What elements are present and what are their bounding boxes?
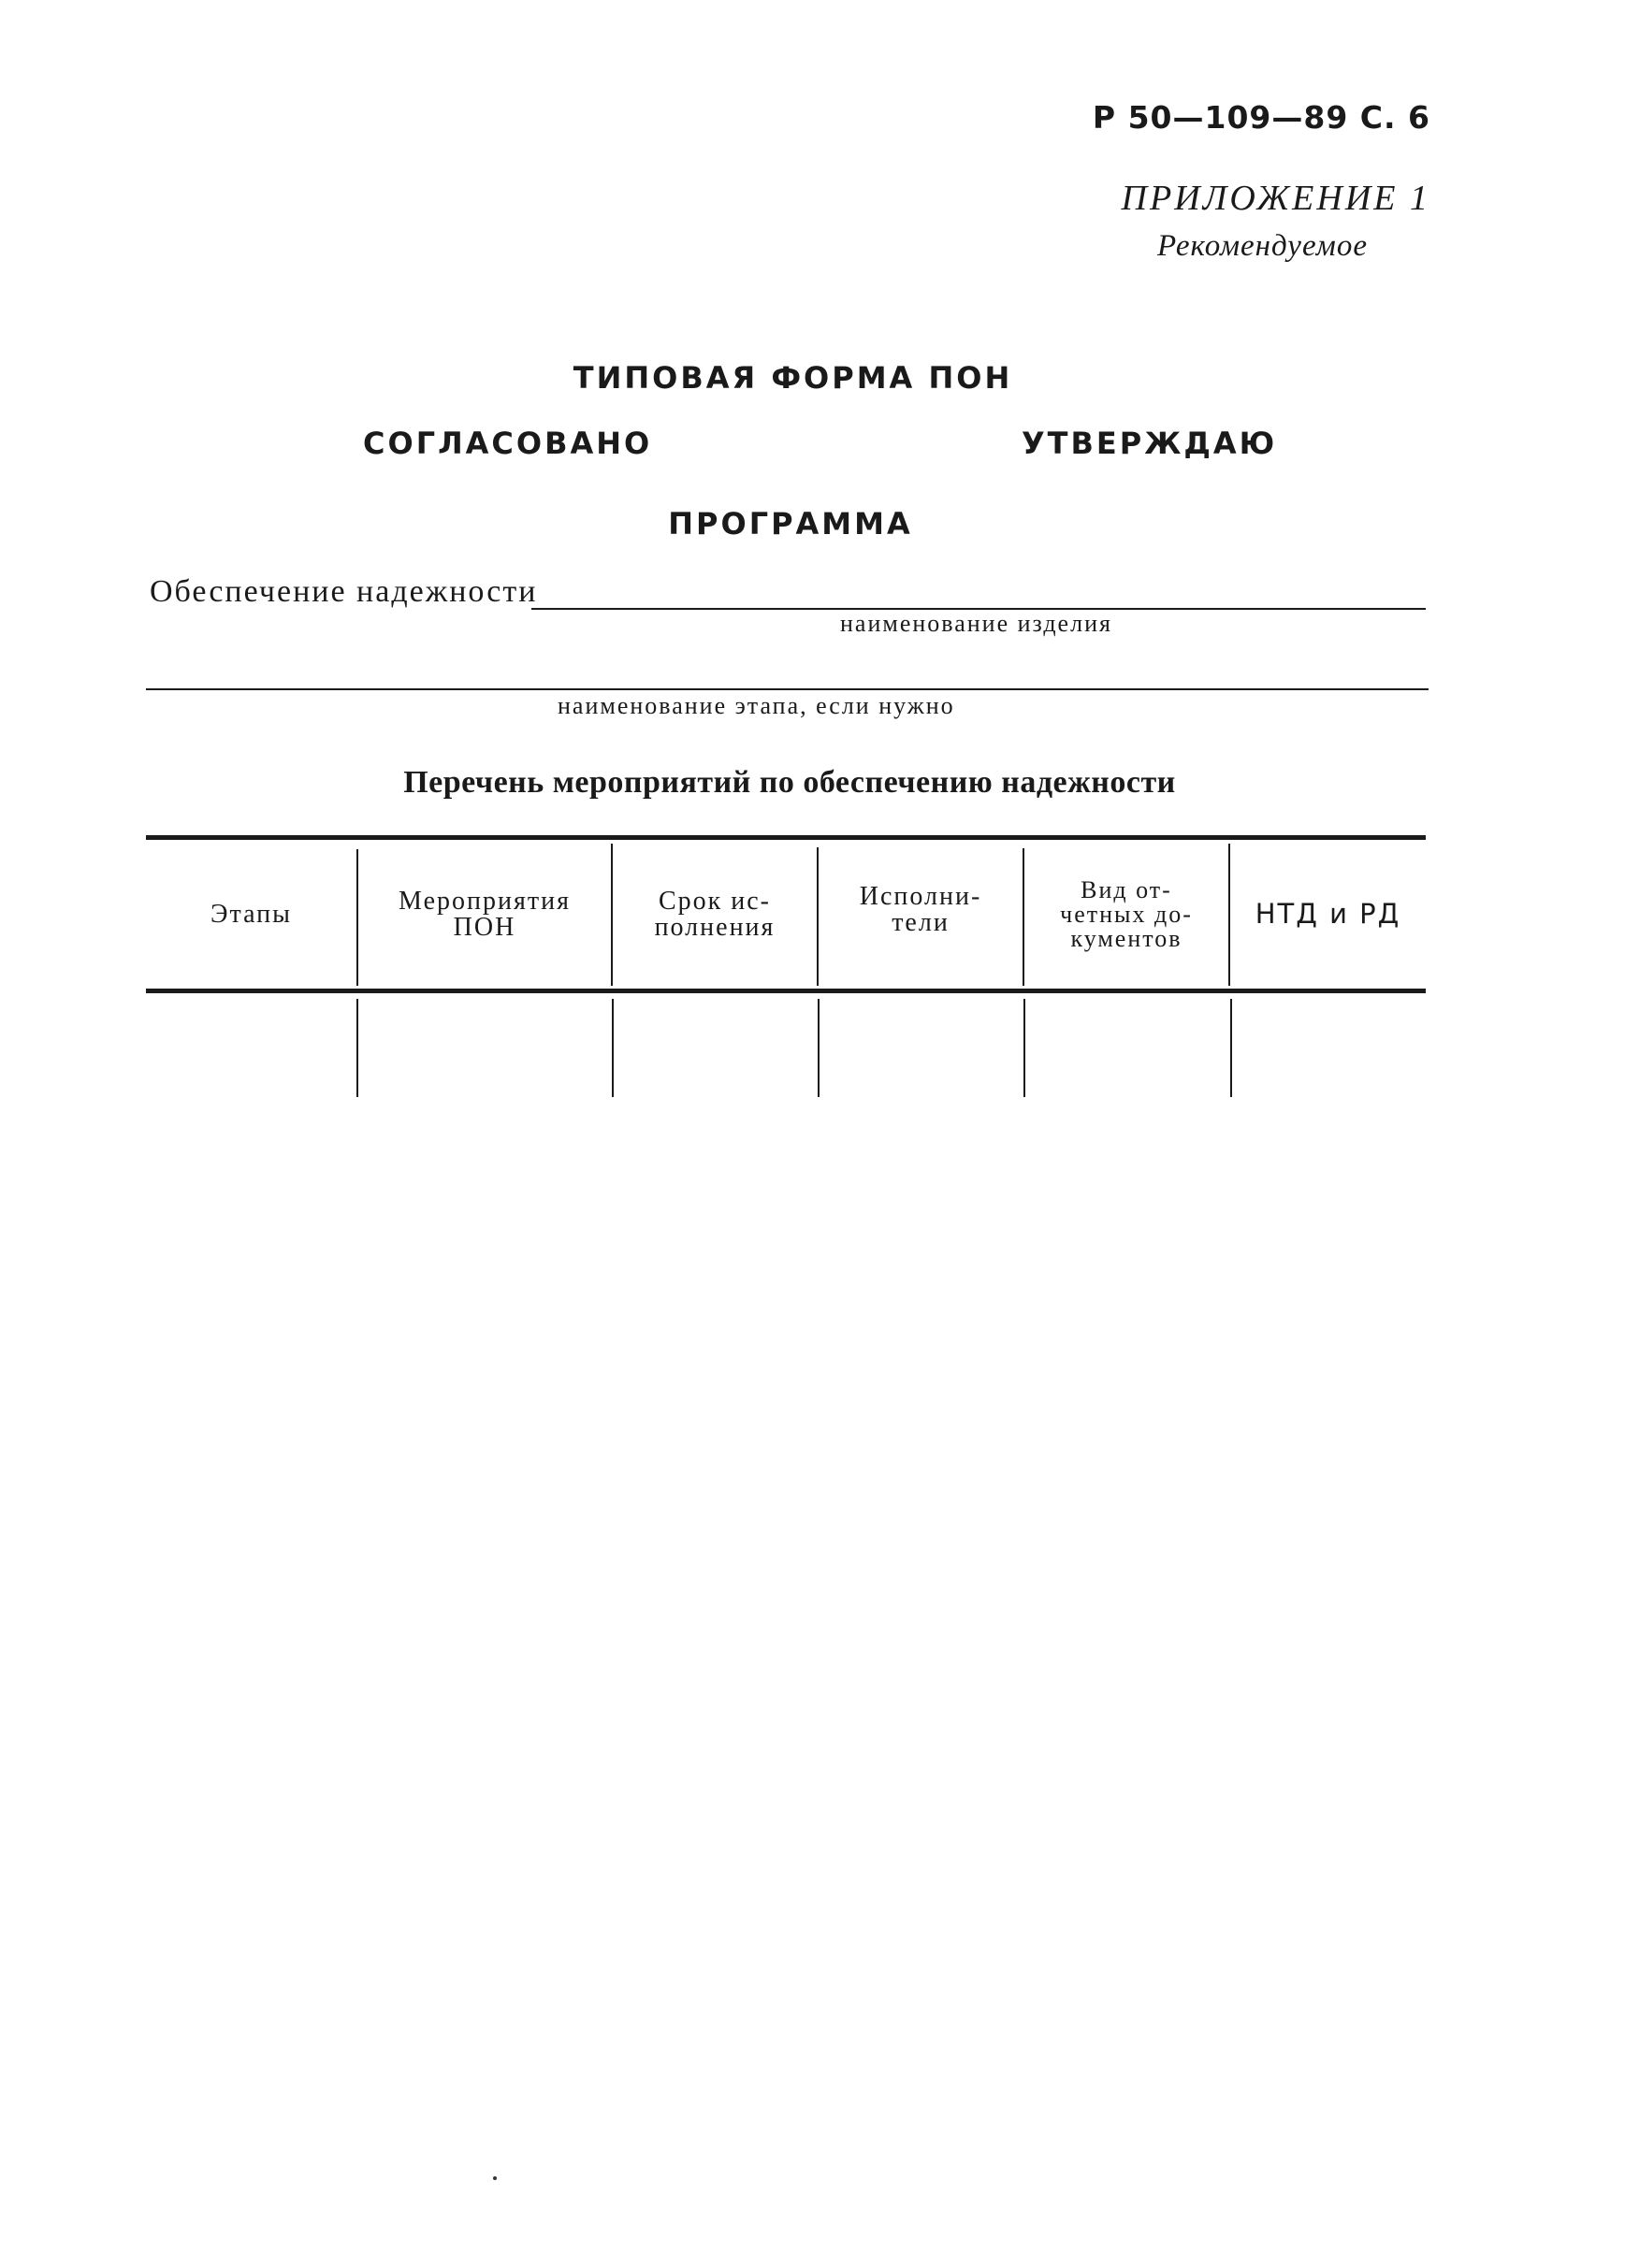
- column-header-line: НТД и РД: [1255, 898, 1401, 930]
- column-header-line: ПОН: [453, 912, 516, 942]
- column-divider: [612, 999, 614, 1097]
- form-title: ТИПОВАЯ ФОРМА ПОН: [573, 360, 1013, 396]
- column-header-report-docs: [1024, 840, 1228, 989]
- column-header-measures: [358, 840, 611, 989]
- approve-label: УТВЕРЖДАЮ: [1022, 426, 1278, 461]
- column-header-line: Вид от-: [1081, 875, 1172, 903]
- column-divider: [818, 999, 820, 1097]
- table-header-rule: [146, 989, 1426, 993]
- agreed-label: СОГЛАСОВАНО: [363, 426, 653, 461]
- column-divider: [1023, 999, 1025, 1097]
- column-header-deadline: [613, 840, 817, 989]
- column-header-executors: [819, 840, 1023, 989]
- document-number: Р 50—109—89 С. 6: [1092, 99, 1430, 136]
- program-title: ПРОГРАММА: [668, 506, 913, 542]
- column-header-line: Исполни-: [859, 881, 982, 911]
- column-header-line: полнения: [654, 912, 776, 942]
- column-header-stages: [146, 840, 356, 989]
- stage-name-caption: наименование этапа, если нужно: [558, 692, 955, 719]
- reliability-field-label: Обеспечение надежности: [150, 574, 538, 609]
- appendix-label: ПРИЛОЖЕНИЕ 1: [1121, 179, 1430, 218]
- product-name-caption: наименование изделия: [840, 610, 1112, 637]
- scan-speck: [493, 2176, 497, 2180]
- column-header-line: Срок ис-: [658, 886, 771, 916]
- column-divider: [356, 999, 358, 1097]
- stage-name-line: [146, 688, 1429, 690]
- column-header-line: кументов: [1070, 924, 1182, 952]
- column-header-line: тели: [892, 907, 950, 937]
- column-divider: [1230, 999, 1232, 1097]
- measures-list-title: Перечень мероприятий по обеспечению надежности: [403, 765, 1176, 800]
- appendix-status: Рекомендуемое: [1156, 229, 1368, 263]
- column-header-line: Этапы: [210, 899, 292, 929]
- column-header-line: Мероприятия: [399, 886, 571, 916]
- column-header-ntd-rd: [1230, 840, 1426, 989]
- column-header-line: четных до-: [1060, 900, 1193, 928]
